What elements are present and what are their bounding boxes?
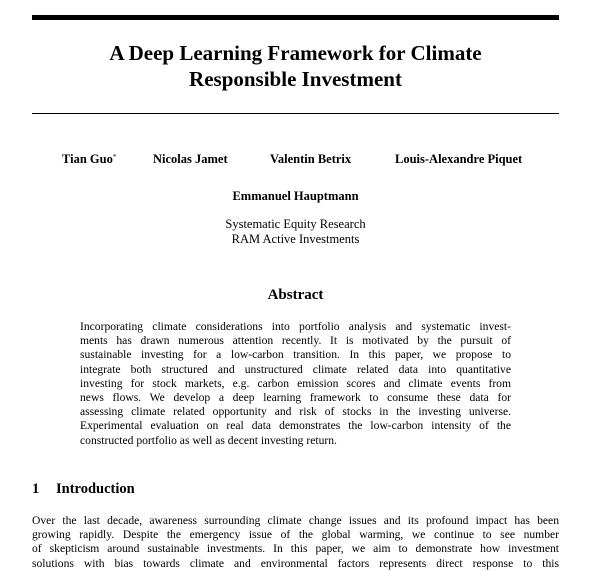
abstract-line: news flows. We develop a deep learning framework to consume these data for bbox=[80, 390, 511, 404]
abstract-heading: Abstract bbox=[267, 287, 324, 303]
intro-line: of skepticism around sustainable investments. In this paper, we aim to demonstrate how investment bbox=[32, 542, 559, 556]
abstract-line: ments has drawn numerous attention recently. It is motivated by the pursuit of bbox=[80, 334, 511, 348]
intro-line: solutions with bias towards climate and environmental factors represents direct response to this bbox=[32, 556, 559, 570]
section-heading-introduction bbox=[32, 480, 135, 498]
affiliation-line-2: RAM Active Investments bbox=[231, 232, 360, 246]
title-line-1: A Deep Learning Framework for Climate bbox=[109, 41, 482, 65]
abstract-line: sustainable investing for a low-carbon transition. In this paper, we propose to bbox=[80, 348, 511, 362]
affiliation bbox=[32, 217, 559, 247]
abstract-line: Incorporating climate considerations into portfolio analysis and systematic invest- bbox=[80, 320, 511, 333]
abstract-line: integrate both structured and unstructured climate related data into quantitative bbox=[80, 362, 511, 376]
title-top-rule bbox=[32, 15, 559, 20]
intro-line: Over the last decade, awareness surrounding climate change issues and its profound impact has been bbox=[32, 514, 559, 527]
author-tian-guo bbox=[62, 151, 116, 167]
title-bottom-rule bbox=[32, 113, 559, 114]
author-valentin-betrix: Valentin Betrix bbox=[270, 152, 352, 166]
author-nicolas-jamet: Nicolas Jamet bbox=[153, 152, 228, 166]
author-name: Tian Guo bbox=[62, 152, 113, 166]
affiliation-line-1: Systematic Equity Research bbox=[225, 217, 366, 231]
abstract-line: investing for stock markets, e.g. carbon emission scores and climate events from bbox=[80, 376, 511, 390]
section-number: 1 bbox=[32, 481, 40, 497]
abstract-line: constructed portfolio as well as decent investing return. bbox=[80, 433, 337, 447]
section-title: Introduction bbox=[56, 481, 135, 497]
introduction-body bbox=[32, 514, 559, 571]
author-footnote-mark: * bbox=[112, 153, 117, 161]
intro-line: growing rapidly. Despite the emergency issue of the global warming, we continue to see number bbox=[32, 528, 559, 542]
abstract-body bbox=[80, 320, 511, 448]
paper-title bbox=[32, 40, 559, 92]
author-emmanuel-hauptmann: Emmanuel Hauptmann bbox=[232, 189, 359, 203]
author-louis-alexandre-piquet: Louis-Alexandre Piquet bbox=[395, 152, 523, 166]
abstract-line: assessing climate related opportunity and risk of stocks in the investing universe. bbox=[80, 405, 511, 419]
title-line-2: Responsible Investment bbox=[189, 67, 402, 91]
abstract-line: Experimental evaluation on real data demonstrates the low-carbon intensity of the bbox=[80, 419, 511, 433]
